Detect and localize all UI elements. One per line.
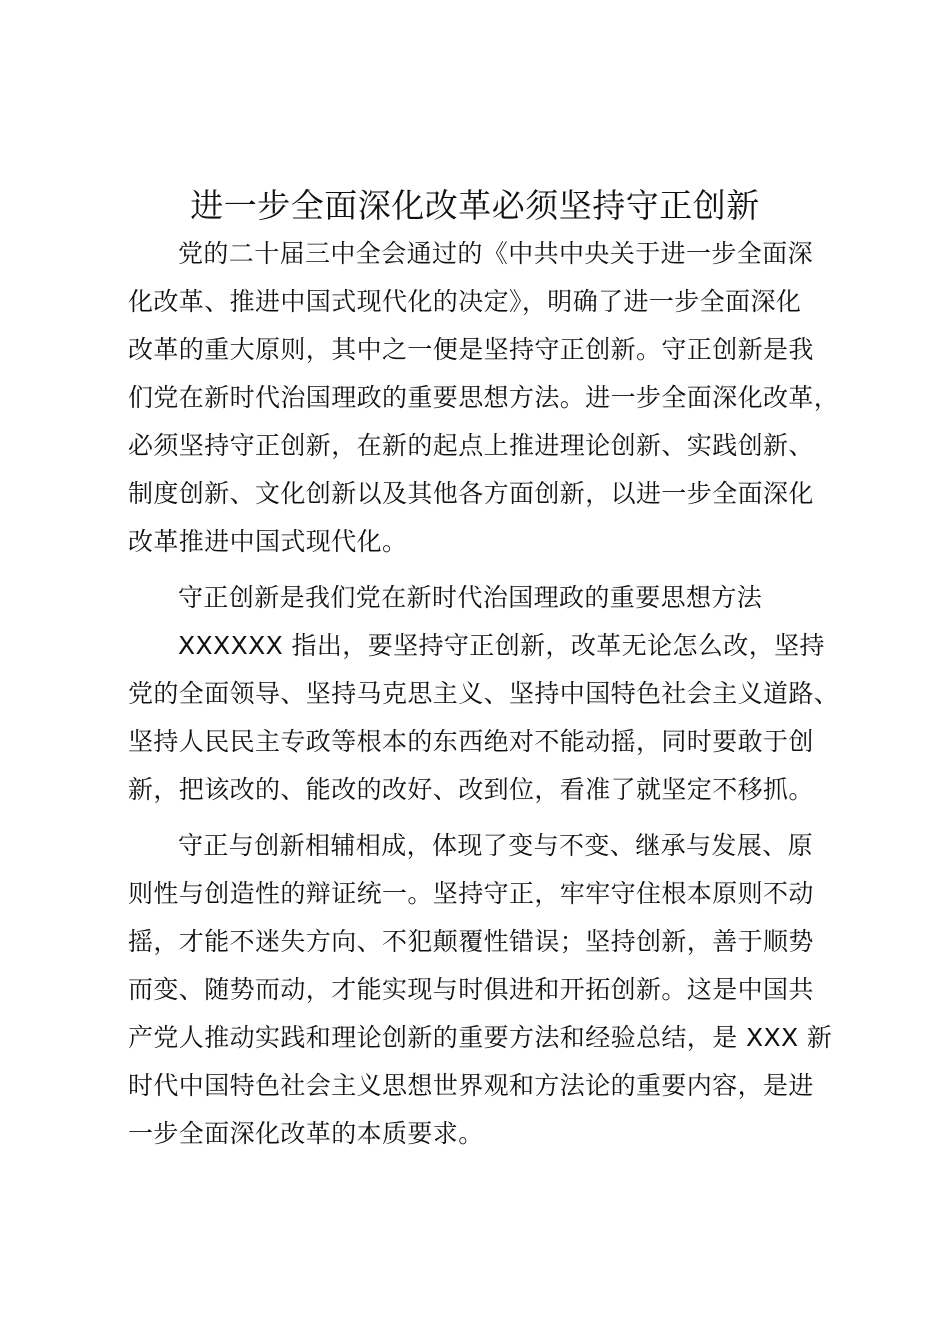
- section-heading: 守正创新是我们党在新时代治国理政的重要思想方法: [178, 583, 763, 612]
- document-body: [128, 230, 844, 1158]
- document-title: 进一步全面深化改革必须坚持守正创新: [190, 186, 760, 225]
- paragraph-intro: 党的二十届三中全会通过的《中共中央关于进一步全面深 化改革、推进中国式现代化的决定》，明确了进一步全面深化 改革的重大原则，其中之一便是坚持守正创新。守正创新是我 们党在新时代治国理政的重要思想方法。进一步全面深化改革， 必须坚持守正创新，在新的起点上推进理论创新、实践创新、 制度创新、文化创新以及其他各方面创新，以进一步全面深化 改革推进中国式现代化。: [128, 239, 840, 556]
- paragraph-analysis: 守正与创新相辅相成，体现了变与不变、继承与发展、原 则性与创造性的辩证统一。坚持守正，牢牢守住根本原则不动 摇，才能不迷失方向、不犯颠覆性错误；坚持创新，善于顺势 而变、随势而动，才能实现与时俱进和开拓创新。这是中国共 产党人推动实践和理论创新的重要方法和经验总结，是 XXX 新 时代中国特色社会主义思想世界观和方法论的重要内容，是进 一步全面深化改革的本质要求。: [128, 831, 833, 1148]
- paragraph-quote: XXXXXX 指出，要坚持守正创新，改革无论怎么改，坚持 党的全面领导、坚持马克思主义、坚持中国特色社会主义道路、 坚持人民民主专政等根本的东西绝对不能动摇，同时要敢于创 新，把该改的、能改的改好、改到位，看准了就坚定不移抓。: [128, 631, 840, 804]
